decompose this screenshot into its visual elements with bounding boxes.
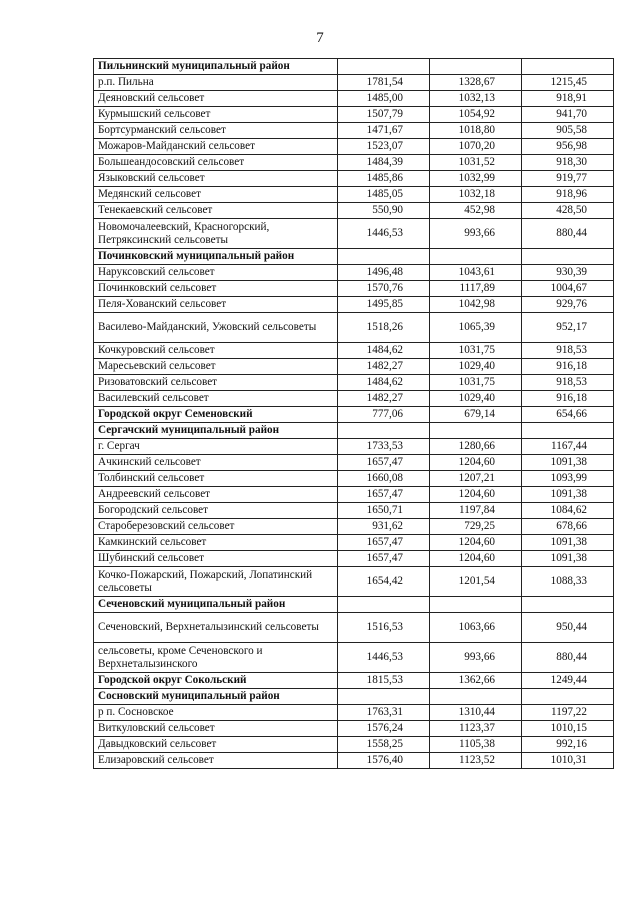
table-row bbox=[94, 203, 614, 219]
table-row bbox=[94, 721, 614, 737]
value-cell-2: 1032,99 bbox=[430, 171, 522, 187]
value-cell-3: 956,98 bbox=[522, 139, 614, 155]
value-cell-3: 905,58 bbox=[522, 123, 614, 139]
row-name-cell: Шубинский сельсовет bbox=[94, 551, 338, 567]
value-cell-2: 1310,44 bbox=[430, 705, 522, 721]
section-header-row bbox=[94, 59, 614, 75]
value-cell-1: 1523,07 bbox=[338, 139, 430, 155]
value-cell-2: 1054,92 bbox=[430, 107, 522, 123]
value-cell-2 bbox=[430, 59, 522, 75]
section-header-row bbox=[94, 597, 614, 613]
value-cell-2: 1029,40 bbox=[430, 391, 522, 407]
value-cell-1: 1576,40 bbox=[338, 753, 430, 769]
value-cell-3: 918,91 bbox=[522, 91, 614, 107]
value-cell-2 bbox=[430, 597, 522, 613]
value-cell-2: 1070,20 bbox=[430, 139, 522, 155]
value-cell-1: 777,06 bbox=[338, 407, 430, 423]
row-name-cell: Курмышский сельсовет bbox=[94, 107, 338, 123]
value-cell-1: 1558,25 bbox=[338, 737, 430, 753]
value-cell-1: 1570,76 bbox=[338, 281, 430, 297]
table-row bbox=[94, 107, 614, 123]
value-cell-3: 1010,31 bbox=[522, 753, 614, 769]
value-cell-2: 1018,80 bbox=[430, 123, 522, 139]
value-cell-1: 550,90 bbox=[338, 203, 430, 219]
value-cell-2: 452,98 bbox=[430, 203, 522, 219]
table-row bbox=[94, 219, 614, 249]
table-row bbox=[94, 75, 614, 91]
value-cell-1: 1781,54 bbox=[338, 75, 430, 91]
value-cell-2: 1197,84 bbox=[430, 503, 522, 519]
value-cell-1 bbox=[338, 249, 430, 265]
table-row bbox=[94, 359, 614, 375]
value-cell-2: 1031,75 bbox=[430, 343, 522, 359]
value-cell-1: 931,62 bbox=[338, 519, 430, 535]
table-row bbox=[94, 753, 614, 769]
value-cell-3: 1088,33 bbox=[522, 567, 614, 597]
table-row bbox=[94, 281, 614, 297]
value-cell-3: 941,70 bbox=[522, 107, 614, 123]
value-cell-3: 952,17 bbox=[522, 313, 614, 343]
value-cell-1: 1650,71 bbox=[338, 503, 430, 519]
value-cell-3: 918,53 bbox=[522, 343, 614, 359]
row-name-cell: р п. Сосновское bbox=[94, 705, 338, 721]
value-cell-2: 1031,75 bbox=[430, 375, 522, 391]
value-cell-1 bbox=[338, 597, 430, 613]
value-cell-1: 1484,62 bbox=[338, 343, 430, 359]
value-cell-1: 1471,67 bbox=[338, 123, 430, 139]
row-name-cell: Сосновский муниципальный район bbox=[94, 689, 338, 705]
table-row bbox=[94, 705, 614, 721]
row-name-cell: сельсоветы, кроме Сеченовского и Верхнеталызинского bbox=[94, 643, 338, 673]
section-header-row bbox=[94, 423, 614, 439]
row-name-cell: р.п. Пильна bbox=[94, 75, 338, 91]
value-cell-3 bbox=[522, 597, 614, 613]
value-cell-2: 1063,66 bbox=[430, 613, 522, 643]
row-name-cell: Большеандосовский сельсовет bbox=[94, 155, 338, 171]
value-cell-1: 1654,42 bbox=[338, 567, 430, 597]
table-row bbox=[94, 519, 614, 535]
value-cell-1: 1495,85 bbox=[338, 297, 430, 313]
value-cell-2: 1362,66 bbox=[430, 673, 522, 689]
table-row bbox=[94, 471, 614, 487]
row-name-cell: Пильнинский муниципальный район bbox=[94, 59, 338, 75]
value-cell-2: 1204,60 bbox=[430, 487, 522, 503]
value-cell-1: 1815,53 bbox=[338, 673, 430, 689]
table-row bbox=[94, 91, 614, 107]
value-cell-2: 993,66 bbox=[430, 219, 522, 249]
value-cell-3: 1004,67 bbox=[522, 281, 614, 297]
value-cell-3: 1091,38 bbox=[522, 455, 614, 471]
value-cell-3: 1091,38 bbox=[522, 487, 614, 503]
value-cell-3: 916,18 bbox=[522, 391, 614, 407]
value-cell-1 bbox=[338, 689, 430, 705]
row-name-cell: Языковский сельсовет bbox=[94, 171, 338, 187]
value-cell-3: 1249,44 bbox=[522, 673, 614, 689]
table-row bbox=[94, 343, 614, 359]
value-cell-1: 1657,47 bbox=[338, 551, 430, 567]
row-name-cell: Толбинский сельсовет bbox=[94, 471, 338, 487]
value-cell-3 bbox=[522, 423, 614, 439]
value-cell-3: 880,44 bbox=[522, 219, 614, 249]
table-row bbox=[94, 155, 614, 171]
row-name-cell: Сергачский муниципальный район bbox=[94, 423, 338, 439]
table-row bbox=[94, 673, 614, 689]
value-cell-2: 1201,54 bbox=[430, 567, 522, 597]
value-cell-1: 1496,48 bbox=[338, 265, 430, 281]
value-cell-3: 678,66 bbox=[522, 519, 614, 535]
row-name-cell: Наруксовский сельсовет bbox=[94, 265, 338, 281]
row-name-cell: Андреевский сельсовет bbox=[94, 487, 338, 503]
value-cell-2: 1280,66 bbox=[430, 439, 522, 455]
value-cell-1: 1507,79 bbox=[338, 107, 430, 123]
value-cell-2: 1043,61 bbox=[430, 265, 522, 281]
table-row bbox=[94, 455, 614, 471]
row-name-cell: Бортсурманский сельсовет bbox=[94, 123, 338, 139]
value-cell-2 bbox=[430, 249, 522, 265]
value-cell-1: 1484,39 bbox=[338, 155, 430, 171]
row-name-cell: Городской округ Сокольский bbox=[94, 673, 338, 689]
value-cell-1 bbox=[338, 59, 430, 75]
value-cell-2: 1105,38 bbox=[430, 737, 522, 753]
row-name-cell: Можаров-Майданский сельсовет bbox=[94, 139, 338, 155]
value-cell-3 bbox=[522, 249, 614, 265]
table-row bbox=[94, 487, 614, 503]
row-name-cell: Тенекаевский сельсовет bbox=[94, 203, 338, 219]
value-cell-3: 654,66 bbox=[522, 407, 614, 423]
row-name-cell: Сеченовский муниципальный район bbox=[94, 597, 338, 613]
value-cell-2: 1031,52 bbox=[430, 155, 522, 171]
value-cell-1: 1660,08 bbox=[338, 471, 430, 487]
table-row bbox=[94, 407, 614, 423]
table-row bbox=[94, 613, 614, 643]
value-cell-2: 1032,13 bbox=[430, 91, 522, 107]
value-cell-1: 1484,62 bbox=[338, 375, 430, 391]
row-name-cell: Василево-Майданский, Ужовский сельсоветы bbox=[94, 313, 338, 343]
row-name-cell: Починковский сельсовет bbox=[94, 281, 338, 297]
value-cell-1: 1482,27 bbox=[338, 359, 430, 375]
row-name-cell: Ачкинский сельсовет bbox=[94, 455, 338, 471]
value-cell-1: 1657,47 bbox=[338, 455, 430, 471]
table-row bbox=[94, 391, 614, 407]
value-cell-2: 1065,39 bbox=[430, 313, 522, 343]
row-name-cell: Пеля-Хованский сельсовет bbox=[94, 297, 338, 313]
table-row bbox=[94, 187, 614, 203]
row-name-cell: Кочко-Пожарский, Пожарский, Лопатинский сельсоветы bbox=[94, 567, 338, 597]
value-cell-2: 1204,60 bbox=[430, 535, 522, 551]
row-name-cell: Новомочалеевский, Красногорский, Петряксинский сельсоветы bbox=[94, 219, 338, 249]
value-cell-1 bbox=[338, 423, 430, 439]
table-row bbox=[94, 171, 614, 187]
table-row bbox=[94, 567, 614, 597]
value-cell-1: 1482,27 bbox=[338, 391, 430, 407]
value-cell-1: 1516,53 bbox=[338, 613, 430, 643]
table-row bbox=[94, 139, 614, 155]
row-name-cell: Медянский сельсовет bbox=[94, 187, 338, 203]
value-cell-3: 918,30 bbox=[522, 155, 614, 171]
value-cell-2: 1123,52 bbox=[430, 753, 522, 769]
value-cell-3: 1215,45 bbox=[522, 75, 614, 91]
value-cell-3: 1084,62 bbox=[522, 503, 614, 519]
table-row bbox=[94, 297, 614, 313]
value-cell-2: 1204,60 bbox=[430, 551, 522, 567]
table-row bbox=[94, 439, 614, 455]
value-cell-2: 1123,37 bbox=[430, 721, 522, 737]
value-cell-3: 916,18 bbox=[522, 359, 614, 375]
section-header-row bbox=[94, 689, 614, 705]
value-cell-1: 1446,53 bbox=[338, 643, 430, 673]
value-cell-3: 950,44 bbox=[522, 613, 614, 643]
row-name-cell: Сеченовский, Верхнеталызинский сельсоветы bbox=[94, 613, 338, 643]
row-name-cell: Елизаровский сельсовет bbox=[94, 753, 338, 769]
value-cell-3: 428,50 bbox=[522, 203, 614, 219]
value-cell-2: 1204,60 bbox=[430, 455, 522, 471]
row-name-cell: г. Сергач bbox=[94, 439, 338, 455]
value-cell-1: 1576,24 bbox=[338, 721, 430, 737]
value-cell-3: 1091,38 bbox=[522, 551, 614, 567]
value-cell-3: 918,53 bbox=[522, 375, 614, 391]
table-row bbox=[94, 375, 614, 391]
value-cell-2: 1029,40 bbox=[430, 359, 522, 375]
section-header-row bbox=[94, 249, 614, 265]
value-cell-2 bbox=[430, 689, 522, 705]
row-name-cell: Маресьевский сельсовет bbox=[94, 359, 338, 375]
row-name-cell: Богородский сельсовет bbox=[94, 503, 338, 519]
row-name-cell: Василевский сельсовет bbox=[94, 391, 338, 407]
value-cell-1: 1763,31 bbox=[338, 705, 430, 721]
value-cell-2: 1207,21 bbox=[430, 471, 522, 487]
row-name-cell: Староберезовский сельсовет bbox=[94, 519, 338, 535]
value-cell-2: 993,66 bbox=[430, 643, 522, 673]
table-row bbox=[94, 265, 614, 281]
row-name-cell: Виткуловский сельсовет bbox=[94, 721, 338, 737]
table-body bbox=[94, 59, 614, 769]
row-name-cell: Ризоватовский сельсовет bbox=[94, 375, 338, 391]
row-name-cell: Починковский муниципальный район bbox=[94, 249, 338, 265]
table-row bbox=[94, 123, 614, 139]
table-row bbox=[94, 643, 614, 673]
page-number: 7 bbox=[316, 30, 324, 46]
value-cell-2: 1117,89 bbox=[430, 281, 522, 297]
value-cell-3: 1167,44 bbox=[522, 439, 614, 455]
value-cell-2 bbox=[430, 423, 522, 439]
value-cell-2: 1032,18 bbox=[430, 187, 522, 203]
value-cell-3: 919,77 bbox=[522, 171, 614, 187]
value-cell-3: 992,16 bbox=[522, 737, 614, 753]
value-cell-3: 1091,38 bbox=[522, 535, 614, 551]
value-cell-3 bbox=[522, 59, 614, 75]
tariff-table bbox=[93, 58, 614, 769]
table-row bbox=[94, 737, 614, 753]
value-cell-1: 1485,05 bbox=[338, 187, 430, 203]
value-cell-1: 1657,47 bbox=[338, 535, 430, 551]
value-cell-3: 1093,99 bbox=[522, 471, 614, 487]
value-cell-3: 929,76 bbox=[522, 297, 614, 313]
table-row bbox=[94, 551, 614, 567]
value-cell-3: 930,39 bbox=[522, 265, 614, 281]
value-cell-1: 1485,00 bbox=[338, 91, 430, 107]
value-cell-1: 1485,86 bbox=[338, 171, 430, 187]
value-cell-1: 1518,26 bbox=[338, 313, 430, 343]
value-cell-2: 729,25 bbox=[430, 519, 522, 535]
row-name-cell: Городской округ Семеновский bbox=[94, 407, 338, 423]
row-name-cell: Кочкуровский сельсовет bbox=[94, 343, 338, 359]
row-name-cell: Деяновский сельсовет bbox=[94, 91, 338, 107]
row-name-cell: Камкинский сельсовет bbox=[94, 535, 338, 551]
value-cell-3 bbox=[522, 689, 614, 705]
value-cell-1: 1446,53 bbox=[338, 219, 430, 249]
row-name-cell: Давыдковский сельсовет bbox=[94, 737, 338, 753]
value-cell-3: 1197,22 bbox=[522, 705, 614, 721]
value-cell-2: 1328,67 bbox=[430, 75, 522, 91]
table-row bbox=[94, 313, 614, 343]
value-cell-3: 918,96 bbox=[522, 187, 614, 203]
value-cell-2: 679,14 bbox=[430, 407, 522, 423]
value-cell-3: 1010,15 bbox=[522, 721, 614, 737]
value-cell-1: 1733,53 bbox=[338, 439, 430, 455]
value-cell-3: 880,44 bbox=[522, 643, 614, 673]
value-cell-2: 1042,98 bbox=[430, 297, 522, 313]
table-row bbox=[94, 503, 614, 519]
table-row bbox=[94, 535, 614, 551]
value-cell-1: 1657,47 bbox=[338, 487, 430, 503]
